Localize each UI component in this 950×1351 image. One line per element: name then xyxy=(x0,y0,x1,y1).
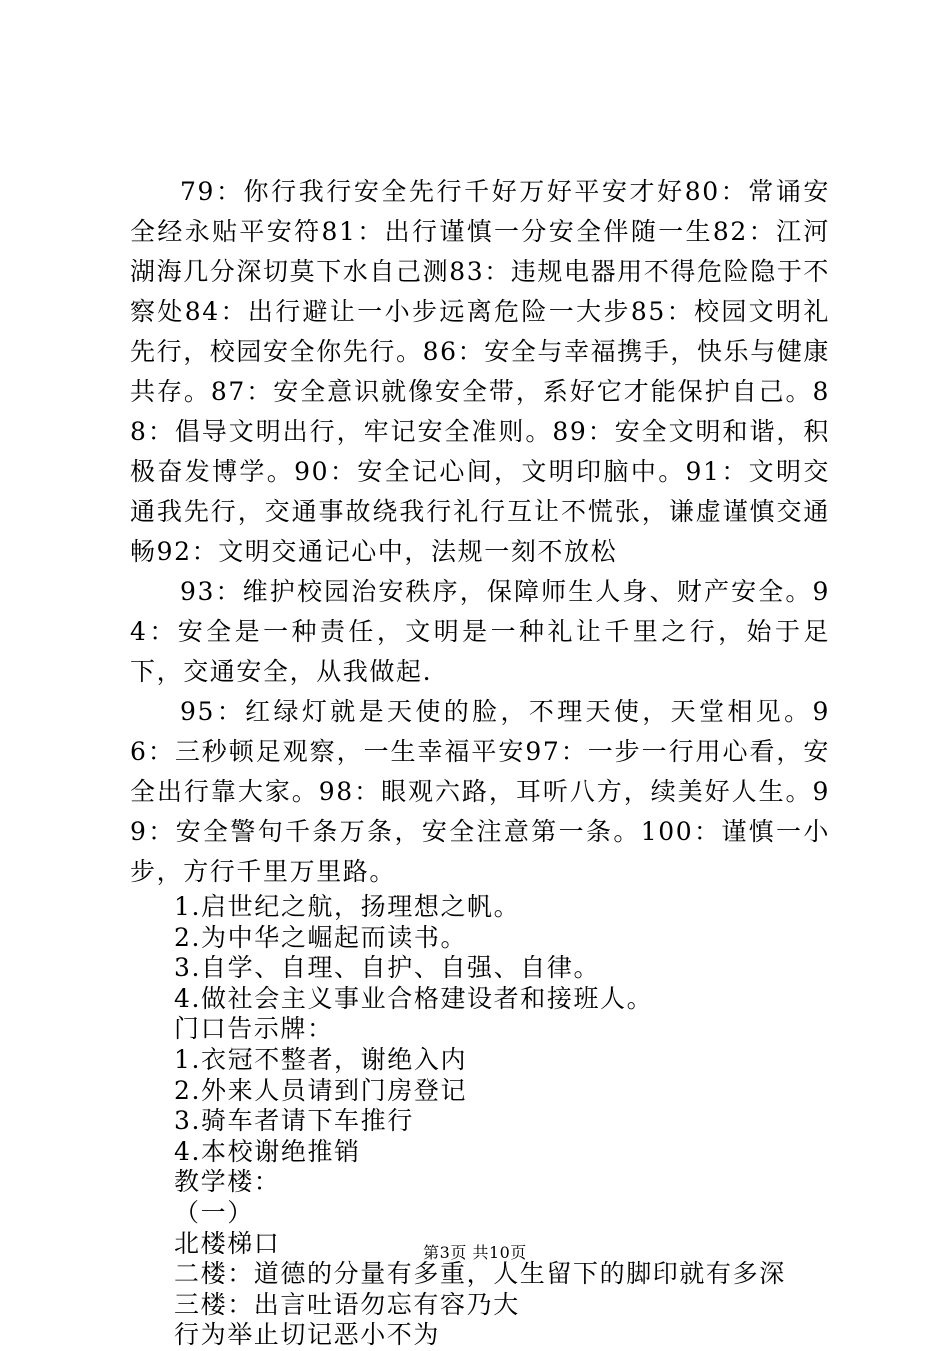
section-heading-door-sign: 门口告示牌： xyxy=(174,1014,334,1044)
section-heading-teaching-building: 教学楼： xyxy=(174,1167,281,1197)
list-line: 1.启世纪之航，扬理想之帆。 xyxy=(174,892,521,921)
list-line: 行为举止切记恶小不为 xyxy=(174,1320,441,1350)
list-line: 3.骑车者请下车推行 xyxy=(174,1106,414,1136)
list-line: 2.外来人员请到门房登记 xyxy=(174,1075,468,1105)
list-line: 4.做社会主义事业合格建设者和接班人。 xyxy=(174,983,654,1013)
list-line: 二楼：道德的分量有多重，人生留下的脚印就有多深 xyxy=(174,1259,786,1289)
document-body xyxy=(130,172,830,1351)
paragraph-slogans-93-94: 93：维护校园治安秩序，保障师生人身、财产安全。94：安全是一种责任，文明是一种礼让千里之行，始于足下，交通安全，从我做起. xyxy=(130,577,830,686)
list-line: 三楼：出言吐语勿忘有容乃大 xyxy=(174,1289,520,1319)
subsection-number: （一） xyxy=(174,1197,254,1227)
list-line: 3.自学、自理、自护、自强、自律。 xyxy=(174,953,601,983)
paragraph-slogans-79-92: 79：你行我行安全先行千好万好平安才好80：常诵安全经永贴平安符81：出行谨慎一分安全伴随一生82：江河湖海几分深切莫下水自己测83：违规电器用不得危险隐于不察处84：出行避让一小步远离危险一大步85：校园文明礼先行，校园安全你先行。86：安全与幸福携手，快乐与健康共存。87：安全意识就像安全带，系好它才能保护自己。88：倡导文明出行，牢记安全准则。89：安全文明和谐，积极奋发博学。90：安全记心间，文明印脑中。91：文明交通我先行，交通事故绕我行礼行互让不慌张，谦虚谨慎交通畅92：文明交通记心中，法规一刻不放松 xyxy=(130,177,831,566)
list-line: 2.为中华之崛起而读书。 xyxy=(174,922,468,952)
list-line: 4.本校谢绝推销 xyxy=(174,1136,361,1166)
list-line: 1.衣冠不整者，谢绝入内 xyxy=(174,1044,468,1074)
signage-list xyxy=(130,892,830,1351)
page-footer: 第3页 共10页 xyxy=(423,1243,527,1262)
list-line: 北楼梯口 xyxy=(174,1228,281,1258)
paragraph-slogans-95-100: 95：红绿灯就是天使的脸，不理天使，天堂相见。96：三秒顿足观察，一生幸福平安97：一步一行用心看，安全出行靠大家。98：眼观六路，耳听八方，续美好人生。99：安全警句千条万条，安全注意第一条。100：谨慎一小步，方行千里万里路。 xyxy=(130,697,830,886)
